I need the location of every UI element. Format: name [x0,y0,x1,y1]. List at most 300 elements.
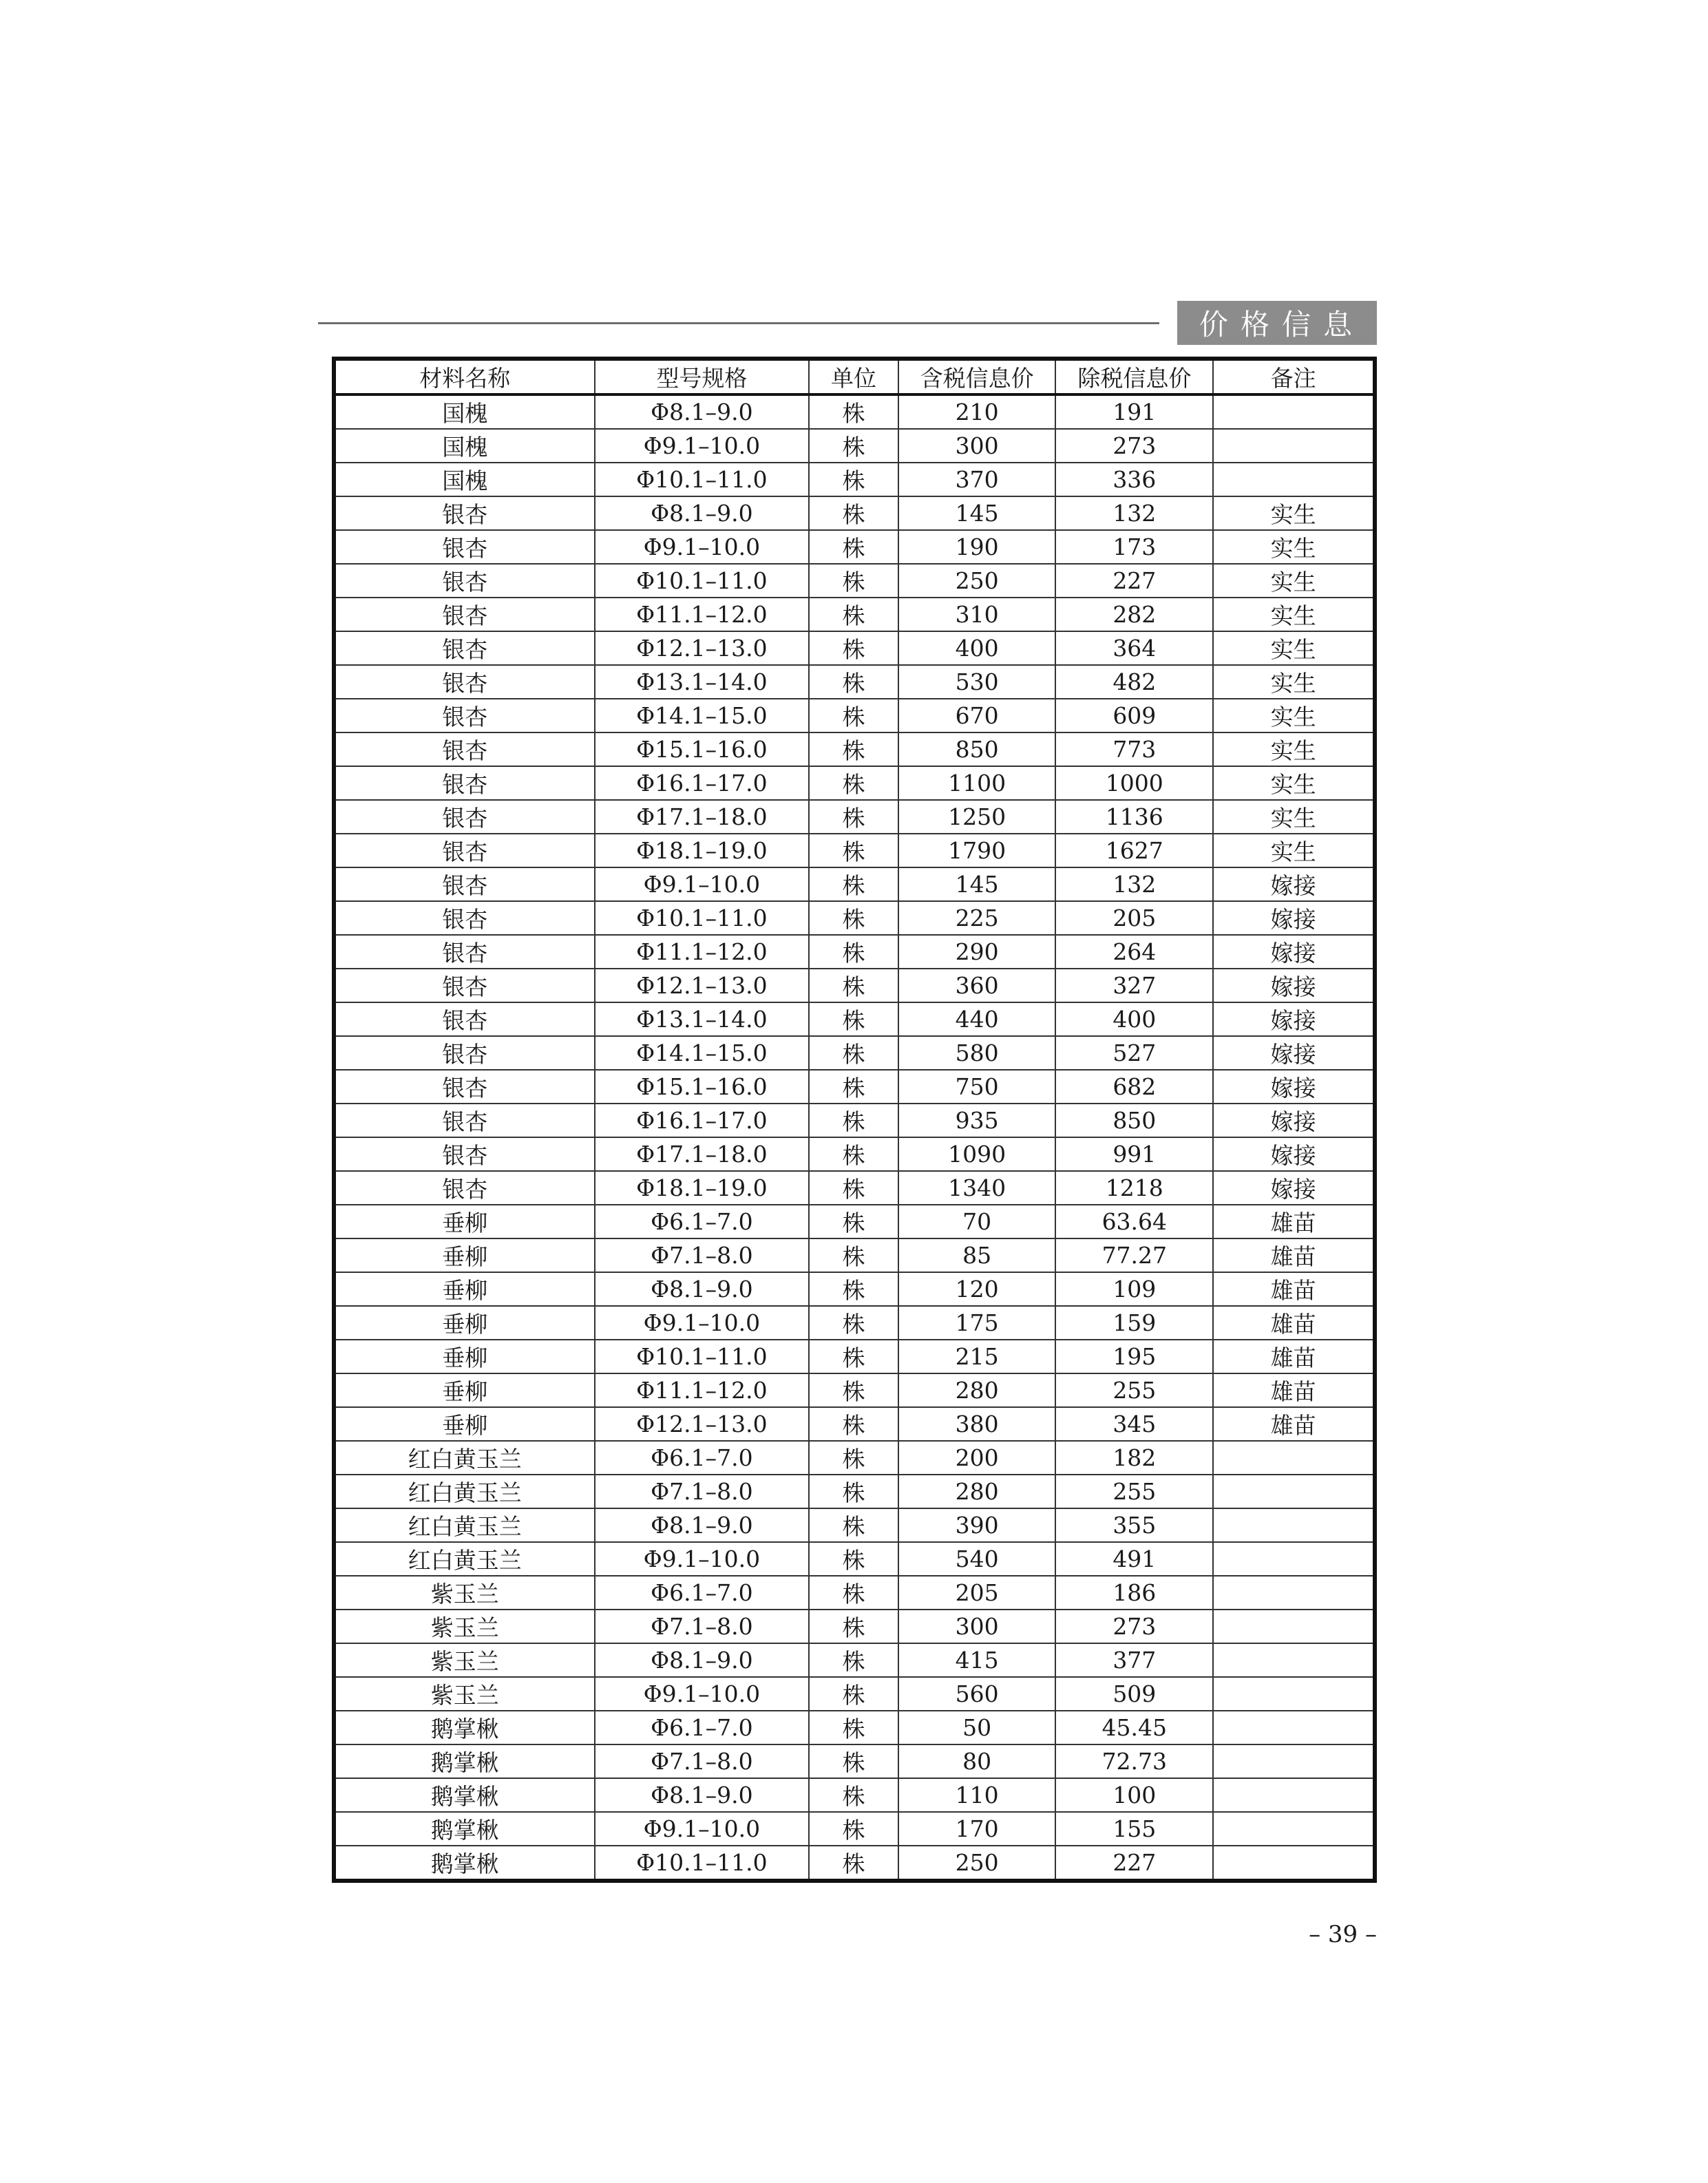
price-without-tax-cell: 195 [1055,1340,1213,1373]
material-name-cell: 垂柳 [334,1205,595,1238]
specification-cell: Φ12.1–13.0 [595,1407,810,1441]
specification-cell: Φ11.1–12.0 [595,1373,810,1407]
price-without-tax-cell: 205 [1055,901,1213,935]
specification-cell: Φ6.1–7.0 [595,1711,810,1744]
price-without-tax-cell: 527 [1055,1036,1213,1070]
material-name-cell: 银杏 [334,564,595,598]
unit-cell: 株 [809,429,898,463]
price-without-tax-cell: 191 [1055,394,1213,429]
remarks-cell: 实生 [1213,800,1375,834]
unit-cell: 株 [809,1272,898,1306]
material-name-cell: 银杏 [334,935,595,969]
table-row [334,1272,1375,1306]
price-without-tax-cell: 132 [1055,867,1213,901]
unit-cell: 株 [809,732,898,766]
header-remarks: 备注 [1213,359,1375,394]
material-name-cell: 银杏 [334,1137,595,1171]
material-name-cell: 银杏 [334,766,595,800]
remarks-cell [1213,1542,1375,1576]
price-without-tax-cell: 1627 [1055,834,1213,867]
material-name-cell: 国槐 [334,429,595,463]
specification-cell: Φ9.1–10.0 [595,1542,810,1576]
material-name-cell: 鹅掌楸 [334,1711,595,1744]
specification-cell: Φ8.1–9.0 [595,496,810,530]
price-with-tax-cell: 205 [898,1576,1056,1610]
material-name-cell: 紫玉兰 [334,1610,595,1643]
specification-cell: Φ7.1–8.0 [595,1610,810,1643]
price-with-tax-cell: 290 [898,935,1056,969]
remarks-cell [1213,1778,1375,1812]
specification-cell: Φ7.1–8.0 [595,1475,810,1508]
header-specification: 型号规格 [595,359,810,394]
price-without-tax-cell: 264 [1055,935,1213,969]
price-without-tax-cell: 77.27 [1055,1238,1213,1272]
specification-cell: Φ6.1–7.0 [595,1576,810,1610]
table-row [334,766,1375,800]
table-row [334,1846,1375,1881]
unit-cell: 株 [809,463,898,496]
remarks-cell: 雄苗 [1213,1306,1375,1340]
header-unit: 单位 [809,359,898,394]
remarks-cell: 雄苗 [1213,1238,1375,1272]
price-with-tax-cell: 850 [898,732,1056,766]
unit-cell: 株 [809,1036,898,1070]
remarks-cell [1213,1812,1375,1846]
remarks-cell: 实生 [1213,732,1375,766]
table-row [334,901,1375,935]
price-without-tax-cell: 155 [1055,1812,1213,1846]
price-without-tax-cell: 255 [1055,1475,1213,1508]
price-without-tax-cell: 609 [1055,699,1213,732]
remarks-cell [1213,1677,1375,1711]
specification-cell: Φ11.1–12.0 [595,935,810,969]
remarks-cell: 嫁接 [1213,867,1375,901]
table-row [334,1002,1375,1036]
table-row [334,969,1375,1002]
specification-cell: Φ17.1–18.0 [595,1137,810,1171]
specification-cell: Φ12.1–13.0 [595,969,810,1002]
material-name-cell: 银杏 [334,598,595,631]
remarks-cell: 嫁接 [1213,1104,1375,1137]
table-row [334,1306,1375,1340]
remarks-cell: 嫁接 [1213,935,1375,969]
header-price-without-tax: 除税信息价 [1055,359,1213,394]
price-without-tax-cell: 173 [1055,530,1213,564]
remarks-cell: 嫁接 [1213,1137,1375,1171]
material-name-cell: 银杏 [334,699,595,732]
price-without-tax-cell: 773 [1055,732,1213,766]
table-row [334,1340,1375,1373]
unit-cell: 株 [809,1205,898,1238]
unit-cell: 株 [809,1542,898,1576]
price-without-tax-cell: 1218 [1055,1171,1213,1205]
price-without-tax-cell: 282 [1055,598,1213,631]
unit-cell: 株 [809,1441,898,1475]
price-without-tax-cell: 509 [1055,1677,1213,1711]
price-without-tax-cell: 850 [1055,1104,1213,1137]
material-name-cell: 垂柳 [334,1373,595,1407]
remarks-cell: 嫁接 [1213,1070,1375,1104]
remarks-cell: 实生 [1213,834,1375,867]
unit-cell: 株 [809,834,898,867]
remarks-cell: 雄苗 [1213,1373,1375,1407]
specification-cell: Φ13.1–14.0 [595,665,810,699]
unit-cell: 株 [809,1812,898,1846]
table-row [334,1812,1375,1846]
price-without-tax-cell: 273 [1055,1610,1213,1643]
unit-cell: 株 [809,1238,898,1272]
table-row [334,1744,1375,1778]
table-row [334,1711,1375,1744]
unit-cell: 株 [809,1576,898,1610]
remarks-cell: 雄苗 [1213,1407,1375,1441]
material-name-cell: 银杏 [334,1104,595,1137]
specification-cell: Φ8.1–9.0 [595,1643,810,1677]
page-number: – 39 – [1309,1921,1377,1948]
remarks-cell: 实生 [1213,631,1375,665]
remarks-cell [1213,1610,1375,1643]
price-without-tax-cell: 327 [1055,969,1213,1002]
table-row [334,699,1375,732]
price-with-tax-cell: 280 [898,1373,1056,1407]
specification-cell: Φ18.1–19.0 [595,834,810,867]
price-without-tax-cell: 255 [1055,1373,1213,1407]
material-name-cell: 鹅掌楸 [334,1846,595,1881]
price-without-tax-cell: 1136 [1055,800,1213,834]
price-with-tax-cell: 190 [898,530,1056,564]
specification-cell: Φ8.1–9.0 [595,1508,810,1542]
remarks-cell [1213,1441,1375,1475]
unit-cell: 株 [809,935,898,969]
table-row [334,1171,1375,1205]
specification-cell: Φ9.1–10.0 [595,1306,810,1340]
material-name-cell: 垂柳 [334,1272,595,1306]
table-row [334,1643,1375,1677]
price-without-tax-cell: 377 [1055,1643,1213,1677]
specification-cell: Φ7.1–8.0 [595,1238,810,1272]
table-row [334,1475,1375,1508]
section-title: 价格信息 [1177,301,1377,345]
material-name-cell: 银杏 [334,1171,595,1205]
specification-cell: Φ7.1–8.0 [595,1744,810,1778]
material-name-cell: 银杏 [334,530,595,564]
remarks-cell: 雄苗 [1213,1272,1375,1306]
material-name-cell: 银杏 [334,834,595,867]
unit-cell: 株 [809,699,898,732]
remarks-cell [1213,463,1375,496]
price-with-tax-cell: 360 [898,969,1056,1002]
table-body [334,394,1375,1881]
material-name-cell: 紫玉兰 [334,1643,595,1677]
price-with-tax-cell: 390 [898,1508,1056,1542]
specification-cell: Φ9.1–10.0 [595,1677,810,1711]
unit-cell: 株 [809,1002,898,1036]
unit-cell: 株 [809,564,898,598]
material-name-cell: 红白黄玉兰 [334,1508,595,1542]
price-without-tax-cell: 355 [1055,1508,1213,1542]
table-row [334,631,1375,665]
specification-cell: Φ16.1–17.0 [595,1104,810,1137]
material-name-cell: 国槐 [334,394,595,429]
specification-cell: Φ14.1–15.0 [595,699,810,732]
specification-cell: Φ17.1–18.0 [595,800,810,834]
unit-cell: 株 [809,901,898,935]
remarks-cell: 实生 [1213,598,1375,631]
price-with-tax-cell: 560 [898,1677,1056,1711]
table-row [334,1441,1375,1475]
price-without-tax-cell: 186 [1055,1576,1213,1610]
price-with-tax-cell: 380 [898,1407,1056,1441]
unit-cell: 株 [809,1373,898,1407]
material-name-cell: 紫玉兰 [334,1576,595,1610]
price-with-tax-cell: 110 [898,1778,1056,1812]
material-name-cell: 银杏 [334,665,595,699]
unit-cell: 株 [809,1340,898,1373]
material-name-cell: 国槐 [334,463,595,496]
price-with-tax-cell: 1090 [898,1137,1056,1171]
remarks-cell [1213,1744,1375,1778]
specification-cell: Φ15.1–16.0 [595,732,810,766]
header-rule [318,322,1159,324]
unit-cell: 株 [809,1677,898,1711]
remarks-cell: 实生 [1213,530,1375,564]
specification-cell: Φ13.1–14.0 [595,1002,810,1036]
price-without-tax-cell: 182 [1055,1441,1213,1475]
table-row [334,800,1375,834]
remarks-cell: 实生 [1213,564,1375,598]
price-with-tax-cell: 145 [898,496,1056,530]
material-name-cell: 银杏 [334,969,595,1002]
specification-cell: Φ9.1–10.0 [595,429,810,463]
unit-cell: 株 [809,1407,898,1441]
price-with-tax-cell: 935 [898,1104,1056,1137]
header-price-with-tax: 含税信息价 [898,359,1056,394]
price-with-tax-cell: 200 [898,1441,1056,1475]
price-with-tax-cell: 280 [898,1475,1056,1508]
price-without-tax-cell: 491 [1055,1542,1213,1576]
material-name-cell: 银杏 [334,1070,595,1104]
unit-cell: 株 [809,1846,898,1881]
specification-cell: Φ10.1–11.0 [595,463,810,496]
price-with-tax-cell: 145 [898,867,1056,901]
table-row [334,834,1375,867]
price-with-tax-cell: 530 [898,665,1056,699]
unit-cell: 株 [809,1711,898,1744]
remarks-cell [1213,1846,1375,1881]
remarks-cell: 实生 [1213,665,1375,699]
unit-cell: 株 [809,1104,898,1137]
material-name-cell: 红白黄玉兰 [334,1542,595,1576]
specification-cell: Φ8.1–9.0 [595,1778,810,1812]
table-row [334,463,1375,496]
price-without-tax-cell: 364 [1055,631,1213,665]
material-name-cell: 紫玉兰 [334,1677,595,1711]
specification-cell: Φ9.1–10.0 [595,1812,810,1846]
price-with-tax-cell: 215 [898,1340,1056,1373]
price-without-tax-cell: 400 [1055,1002,1213,1036]
table-row [334,1373,1375,1407]
price-without-tax-cell: 273 [1055,429,1213,463]
material-name-cell: 红白黄玉兰 [334,1475,595,1508]
table-row [334,496,1375,530]
material-name-cell: 垂柳 [334,1340,595,1373]
material-name-cell: 红白黄玉兰 [334,1441,595,1475]
price-with-tax-cell: 70 [898,1205,1056,1238]
specification-cell: Φ12.1–13.0 [595,631,810,665]
specification-cell: Φ10.1–11.0 [595,1340,810,1373]
specification-cell: Φ6.1–7.0 [595,1205,810,1238]
unit-cell: 株 [809,1643,898,1677]
material-name-cell: 垂柳 [334,1306,595,1340]
price-with-tax-cell: 250 [898,1846,1056,1881]
remarks-cell [1213,1475,1375,1508]
price-with-tax-cell: 210 [898,394,1056,429]
material-name-cell: 鹅掌楸 [334,1778,595,1812]
unit-cell: 株 [809,766,898,800]
table-row [334,429,1375,463]
specification-cell: Φ6.1–7.0 [595,1441,810,1475]
remarks-cell: 嫁接 [1213,1171,1375,1205]
price-with-tax-cell: 440 [898,1002,1056,1036]
header-material-name: 材料名称 [334,359,595,394]
unit-cell: 株 [809,496,898,530]
material-name-cell: 银杏 [334,901,595,935]
price-with-tax-cell: 1100 [898,766,1056,800]
unit-cell: 株 [809,530,898,564]
price-without-tax-cell: 227 [1055,564,1213,598]
price-without-tax-cell: 100 [1055,1778,1213,1812]
price-with-tax-cell: 250 [898,564,1056,598]
material-name-cell: 银杏 [334,1036,595,1070]
specification-cell: Φ10.1–11.0 [595,901,810,935]
material-name-cell: 垂柳 [334,1238,595,1272]
price-with-tax-cell: 225 [898,901,1056,935]
unit-cell: 株 [809,631,898,665]
unit-cell: 株 [809,867,898,901]
unit-cell: 株 [809,665,898,699]
table-row [334,564,1375,598]
table-row [334,530,1375,564]
price-without-tax-cell: 72.73 [1055,1744,1213,1778]
table-row [334,1610,1375,1643]
remarks-cell: 嫁接 [1213,1002,1375,1036]
material-name-cell: 银杏 [334,1002,595,1036]
specification-cell: Φ14.1–15.0 [595,1036,810,1070]
price-with-tax-cell: 400 [898,631,1056,665]
remarks-cell [1213,1711,1375,1744]
remarks-cell: 嫁接 [1213,901,1375,935]
price-without-tax-cell: 336 [1055,463,1213,496]
remarks-cell: 实生 [1213,496,1375,530]
price-without-tax-cell: 109 [1055,1272,1213,1306]
price-without-tax-cell: 227 [1055,1846,1213,1881]
price-without-tax-cell: 482 [1055,665,1213,699]
unit-cell: 株 [809,969,898,1002]
price-without-tax-cell: 682 [1055,1070,1213,1104]
price-without-tax-cell: 991 [1055,1137,1213,1171]
table-row [334,867,1375,901]
table-row [334,732,1375,766]
table-row [334,1070,1375,1104]
price-with-tax-cell: 300 [898,1610,1056,1643]
unit-cell: 株 [809,1306,898,1340]
unit-cell: 株 [809,1610,898,1643]
remarks-cell: 雄苗 [1213,1340,1375,1373]
table-row [334,1508,1375,1542]
unit-cell: 株 [809,598,898,631]
price-with-tax-cell: 1790 [898,834,1056,867]
remarks-cell: 实生 [1213,766,1375,800]
price-with-tax-cell: 580 [898,1036,1056,1070]
remarks-cell: 嫁接 [1213,1036,1375,1070]
price-without-tax-cell: 345 [1055,1407,1213,1441]
remarks-cell [1213,1508,1375,1542]
specification-cell: Φ9.1–10.0 [595,530,810,564]
material-name-cell: 银杏 [334,732,595,766]
unit-cell: 株 [809,1475,898,1508]
material-name-cell: 鹅掌楸 [334,1812,595,1846]
price-with-tax-cell: 170 [898,1812,1056,1846]
unit-cell: 株 [809,1137,898,1171]
price-with-tax-cell: 310 [898,598,1056,631]
price-with-tax-cell: 85 [898,1238,1056,1272]
material-name-cell: 银杏 [334,496,595,530]
table-row [334,1205,1375,1238]
price-with-tax-cell: 175 [898,1306,1056,1340]
unit-cell: 株 [809,800,898,834]
table-row [334,1542,1375,1576]
table-row [334,1677,1375,1711]
remarks-cell [1213,1576,1375,1610]
price-without-tax-cell: 132 [1055,496,1213,530]
table-row [334,1576,1375,1610]
unit-cell: 株 [809,1744,898,1778]
remarks-cell [1213,1643,1375,1677]
table-row [334,935,1375,969]
table-header-row [334,359,1375,394]
price-with-tax-cell: 120 [898,1272,1056,1306]
remarks-cell [1213,429,1375,463]
price-with-tax-cell: 370 [898,463,1056,496]
table-row [334,665,1375,699]
remarks-cell: 雄苗 [1213,1205,1375,1238]
price-with-tax-cell: 1340 [898,1171,1056,1205]
table-row [334,1407,1375,1441]
specification-cell: Φ8.1–9.0 [595,1272,810,1306]
price-without-tax-cell: 45.45 [1055,1711,1213,1744]
price-with-tax-cell: 670 [898,699,1056,732]
price-with-tax-cell: 1250 [898,800,1056,834]
table-row [334,1778,1375,1812]
price-with-tax-cell: 540 [898,1542,1056,1576]
specification-cell: Φ16.1–17.0 [595,766,810,800]
remarks-cell [1213,394,1375,429]
material-name-cell: 银杏 [334,800,595,834]
price-with-tax-cell: 415 [898,1643,1056,1677]
material-name-cell: 垂柳 [334,1407,595,1441]
price-without-tax-cell: 63.64 [1055,1205,1213,1238]
specification-cell: Φ15.1–16.0 [595,1070,810,1104]
price-with-tax-cell: 750 [898,1070,1056,1104]
price-with-tax-cell: 300 [898,429,1056,463]
specification-cell: Φ8.1–9.0 [595,394,810,429]
material-name-cell: 银杏 [334,631,595,665]
table-row [334,394,1375,429]
price-with-tax-cell: 50 [898,1711,1056,1744]
unit-cell: 株 [809,1508,898,1542]
material-name-cell: 银杏 [334,867,595,901]
table-row [334,1036,1375,1070]
